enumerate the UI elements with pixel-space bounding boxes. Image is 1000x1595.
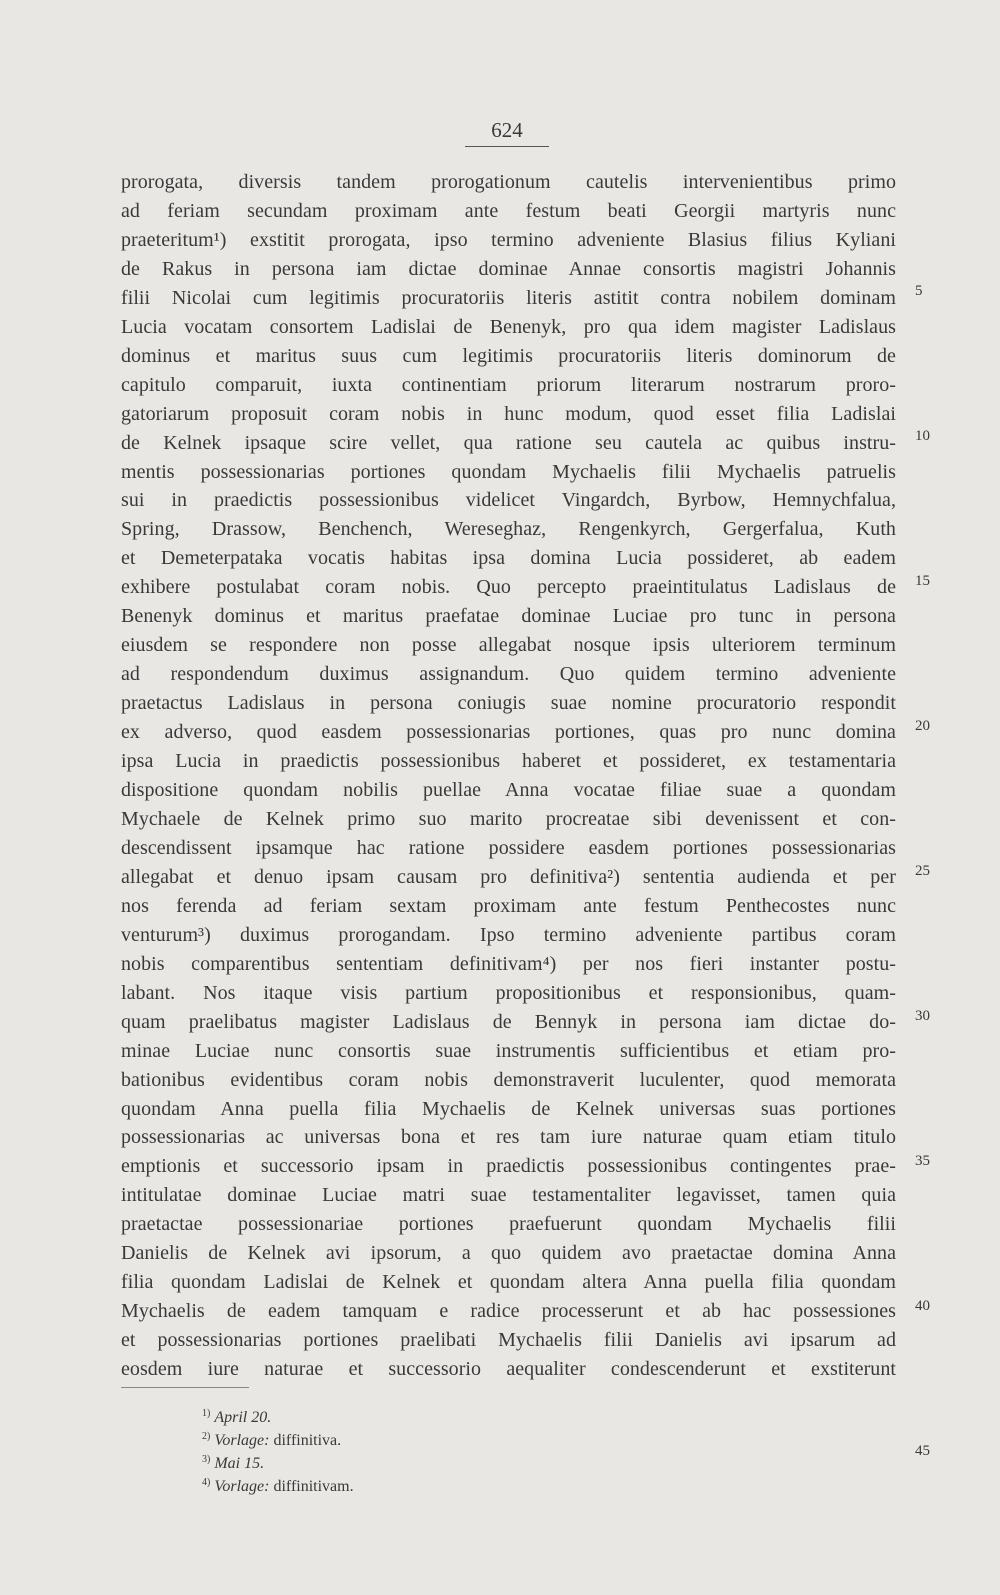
text-line: allegabat et denuo ipsam causam pro definitiva²) sententia audienda et per [121,865,896,888]
footnote-4 [202,1471,354,1494]
text-line: nobis comparentibus sententiam definitivam⁴) per nos fieri instanter postu- [121,952,896,975]
text-line: labant. Nos itaque visis partium propositionibus et responsionibus, quam- [121,981,896,1004]
text-line: intitulatae dominae Luciae matri suae testamentaliter legavisset, tamen quia [121,1184,896,1207]
text-line: praeteritum¹) exstitit prorogata, ipso termino adveniente Blasius filius Kyliani [121,228,896,251]
text-line: Benenyk dominus et maritus praefatae dominae Luciae pro tunc in persona [121,605,896,628]
text-line: eiusdem se respondere non posse allegabat nosque ipsis ulteriorem terminum [121,634,896,657]
footnote-1 [202,1402,354,1425]
text-line: bationibus evidentibus coram nobis demonstraverit luculenter, quod memorata [121,1068,896,1091]
text-line: minae Luciae nunc consortis suae instrumentis sufficientibus et etiam pro- [121,1039,896,1062]
footnote-text: diffinitiva. [269,1432,342,1449]
footnotes [202,1402,354,1494]
text-line: possessionarias ac universas bona et res tam iure naturae quam etiam titulo [121,1126,896,1149]
body-text [121,168,896,1384]
text-line: venturum³) duximus prorogandam. Ipso termino adveniente partibus coram [121,923,896,946]
text-line: ad respondendum duximus assignandum. Quo quidem termino adveniente [121,663,896,686]
text-line: de Rakus in persona iam dictae dominae Annae consortis magistri Johannis [121,257,896,280]
text-line: descendissent ipsamque hac ratione possidere easdem portiones possessionarias [121,836,896,859]
line-number-40: 40 [915,1298,930,1314]
text-line: quondam Anna puella filia Mychaelis de Kelnek universas suas portiones [121,1097,896,1120]
footnote-italic: Vorlage: [214,1432,270,1449]
footnote-mark: 4) [202,1477,211,1488]
text-line: exhibere postulabat coram nobis. Quo percepto praeintitulatus Ladislaus de [121,576,896,599]
line-number-35: 35 [915,1153,930,1169]
text-line: Danielis de Kelnek avi ipsorum, a quo quidem avo praetactae domina Anna [121,1242,896,1265]
text-line: filii Nicolai cum legitimis procuratoriis literis astitit contra nobilem dominam [121,286,896,309]
text-line: gatoriarum proposuit coram nobis in hunc modum, quod esset filia Ladislai [121,402,896,425]
footnote-italic: Vorlage: [214,1478,270,1495]
text-line: mentis possessionarias portiones quondam Mychaelis filii Mychaelis patruelis [121,460,896,483]
page-number: 624 [465,118,549,147]
text-line: ad feriam secundam proximam ante festum beati Georgii martyris nunc [121,199,896,222]
text-line: Mychaelis de eadem tamquam e radice processerunt et ab hac possessiones [121,1300,896,1323]
text-line: et possessionarias portiones praelibati Mychaelis filii Danielis avi ipsarum ad [121,1329,896,1352]
footnote-rule [121,1387,249,1388]
text-line: ipsa Lucia in praedictis possessionibus haberet et possideret, ex testamentaria [121,750,896,773]
text-line: ex adverso, quod easdem possessionarias portiones, quas pro nunc domina [121,721,896,744]
text-line: et Demeterpataka vocatis habitas ipsa domina Lucia possideret, ab eadem [121,547,896,570]
line-number-30: 30 [915,1008,930,1024]
footnote-text: diffinitivam. [269,1478,354,1495]
line-number-20: 20 [915,718,930,734]
footnote-2 [202,1425,354,1448]
line-number-25: 25 [915,863,930,879]
text-line: prorogata, diversis tandem prorogationum cautelis intervenientibus primo [121,171,896,193]
text-line: Mychaele de Kelnek primo suo marito procreatae sibi devenissent et con- [121,807,896,830]
text-line: Lucia vocatam consortem Ladislai de Benenyk, pro qua idem magister Ladislaus [121,315,896,338]
text-line: filia quondam Ladislai de Kelnek et quondam altera Anna puella filia quondam [121,1271,896,1294]
text-line: praetactae possessionariae portiones praefuerunt quondam Mychaelis filii [121,1213,896,1236]
text-line: de Kelnek ipsaque scire vellet, qua ratione seu cautela ac quibus instru- [121,431,896,454]
line-number-10: 10 [915,428,930,444]
text-line: capitulo comparuit, iuxta continentiam priorum literarum nostrarum proro- [121,373,896,396]
text-line: dominus et maritus suus cum legitimis procuratoriis literis dominorum de [121,344,896,367]
text-line: eosdem iure naturae et successorio aequaliter condescenderunt et exstiterunt [121,1358,896,1381]
footnote-3 [202,1448,354,1471]
text-line: quam praelibatus magister Ladislaus de Bennyk in persona iam dictae do- [121,1010,896,1033]
footnote-mark: 1) [202,1408,211,1419]
footnote-mark: 3) [202,1454,211,1465]
footnote-italic: Mai 15. [214,1455,265,1472]
footnote-mark: 2) [202,1431,211,1442]
line-number-15: 15 [915,573,930,589]
text-line: nos ferenda ad feriam sextam proximam ante festum Penthecostes nunc [121,894,896,917]
text-line: sui in praedictis possessionibus videlicet Vingardch, Byrbow, Hemnychfalua, [121,489,896,512]
text-line: dispositione quondam nobilis puellae Anna vocatae filiae suae a quondam [121,779,896,802]
line-number-45: 45 [915,1443,930,1459]
line-number-5: 5 [915,283,923,299]
footnote-italic: April 20. [214,1409,272,1426]
text-line: emptionis et successorio ipsam in praedictis possessionibus contingentes prae- [121,1155,896,1178]
text-line: Spring, Drassow, Benchench, Wereseghaz, Rengenkyrch, Gergerfalua, Kuth [121,518,896,541]
text-line: praetactus Ladislaus in persona coniugis suae nomine procuratorio respondit [121,692,896,715]
